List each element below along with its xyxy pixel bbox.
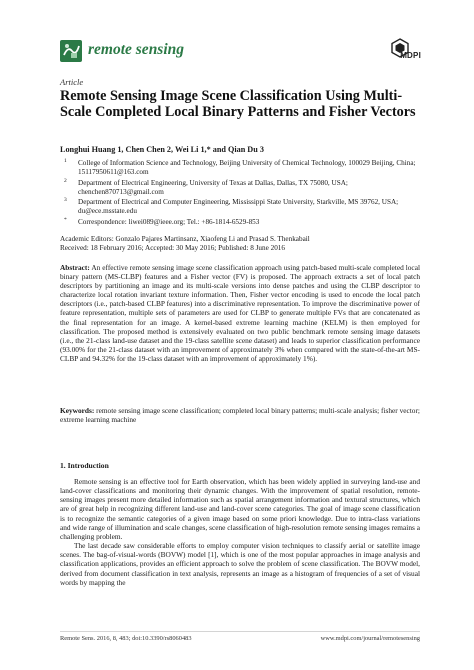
page-footer: [60, 631, 420, 642]
affiliation-text: Department of Electrical Engineering, University of Texas at Dallas, Dallas, TX 75080, USA; chenchen870713@gmail.com: [78, 178, 348, 196]
keywords: [60, 406, 420, 424]
affiliation-marker: 3: [64, 197, 67, 204]
affiliation-marker: 1: [64, 158, 67, 164]
journal-header: [60, 38, 422, 68]
article-type: Article: [60, 77, 84, 87]
correspondence-text: Correspondence: liwei089@ieee.org; Tel.: +86-1814-6529-853: [78, 217, 260, 226]
affiliation-item: [60, 198, 420, 216]
body-paragraph: Remote sensing is an effective tool for Earth observation, which has been widely applied in surveying land-use and land-cover classifications and monitoring their dynamic changes. With the improvement of spatial resolution, remote-sensing images present more detailed information such as spatial arrangement information and textural structures, which are of great help in recognizing different land-use and land-cover scene categories. The goal of image scene classification is to recognize the semantic categories of a given image based on some priori knowledge. Due to intra-class variations and wide range of illumination and scale changes, scene classification of high-resolution remote sensing images remains a challenging problem.: [60, 477, 420, 541]
abstract-text: An effective remote sensing image scene classification approach using patch-based multi-scale completed local binary pattern (MS-CLBP) features and a Fisher vector (FV) is proposed. The approach extracts a set of local patch descriptors by partitioning an image and its multi-scale versions into dense patches and using the CLBP descriptor to characterize local rotation invariant texture information. Then, Fisher vector encoding is used to encode the local patch descriptors (i.e., patch-based CLBP features) into a discriminative representation. To improve the discriminative power of feature representation, multiple sets of parameters are used for CLBP to generate multiple FVs that are concatenated as the final representation for an image. A kernel-based extreme learning machine (KELM) is then employed for classification. The proposed method is extensively evaluated on two public benchmark remote sensing image datasets (i.e., the 21-class land-use dataset and the 19-class satellite scene dataset) and leads to superior classification performance (93.00% for the 21-class dataset with an improvement of approximately 3% when compared with the state-of-the-art MS-CLBP and 94.32% for the 19-class dataset with an improvement of approximately 1%).: [60, 263, 420, 363]
paper-title: Remote Sensing Image Scene Classification Using Multi-Scale Completed Local Binary Patterns and Fisher Vectors: [60, 88, 416, 121]
correspondence-item: [60, 218, 420, 227]
affiliation-text: Department of Electrical and Computer Engineering, Mississippi State University, Starkville, MS 39762, USA; du@ece.msstate.edu: [78, 198, 399, 216]
body-paragraph: The last decade saw considerable efforts to employ computer vision techniques to classify aerial or satellite image scenes. The bag-of-visual-words (BOVW) model [1], which is one of the most popular approaches in image analysis and classification applications, provides an efficient approach to solve the problem of scene classification. The BOVW model, derived from document classification in text analysis, represents an image as a histogram of frequencies of a set of visual words by mapping the: [60, 541, 420, 587]
affiliations: [60, 159, 420, 228]
affiliation-item: [60, 179, 420, 197]
journal-url[interactable]: www.mdpi.com/journal/remotesensing: [320, 635, 420, 642]
publication-dates: Received: 18 February 2016; Accepted: 30 May 2016; Published: 8 June 2016: [60, 244, 285, 252]
mdpi-label: MDPI: [400, 51, 421, 60]
affiliation-marker: 2: [64, 177, 67, 184]
citation-line: Remote Sens. 2016, 8, 483; doi:10.3390/rs8060483: [60, 635, 192, 642]
abstract: [60, 263, 420, 363]
editorial-info: [60, 235, 420, 253]
section-heading: 1. Introduction: [60, 461, 109, 470]
affiliation-item: [60, 159, 420, 177]
affiliation-marker: *: [64, 216, 67, 223]
author-list: Longhui Huang 1, Chen Chen 2, Wei Li 1,* and Qian Du 3: [60, 145, 264, 154]
abstract-label: Abstract:: [60, 263, 90, 272]
keywords-text: remote sensing image scene classification; completed local binary patterns; multi-scale analysis; fisher vector; extreme learning machine: [60, 406, 420, 425]
journal-logo-icon: [60, 40, 82, 62]
journal-name: remote sensing: [88, 41, 185, 58]
affiliation-text: College of Information Science and Technology, Beijing University of Chemical Technology, 100029 Beijing, China; 15117950611@163.com: [78, 159, 416, 176]
academic-editors: Academic Editors: Gonzalo Pajares Martinsanz, Xiaofeng Li and Prasad S. Thenkabail: [60, 235, 310, 243]
introduction-body: [60, 477, 420, 587]
keywords-label: Keywords:: [60, 406, 95, 415]
